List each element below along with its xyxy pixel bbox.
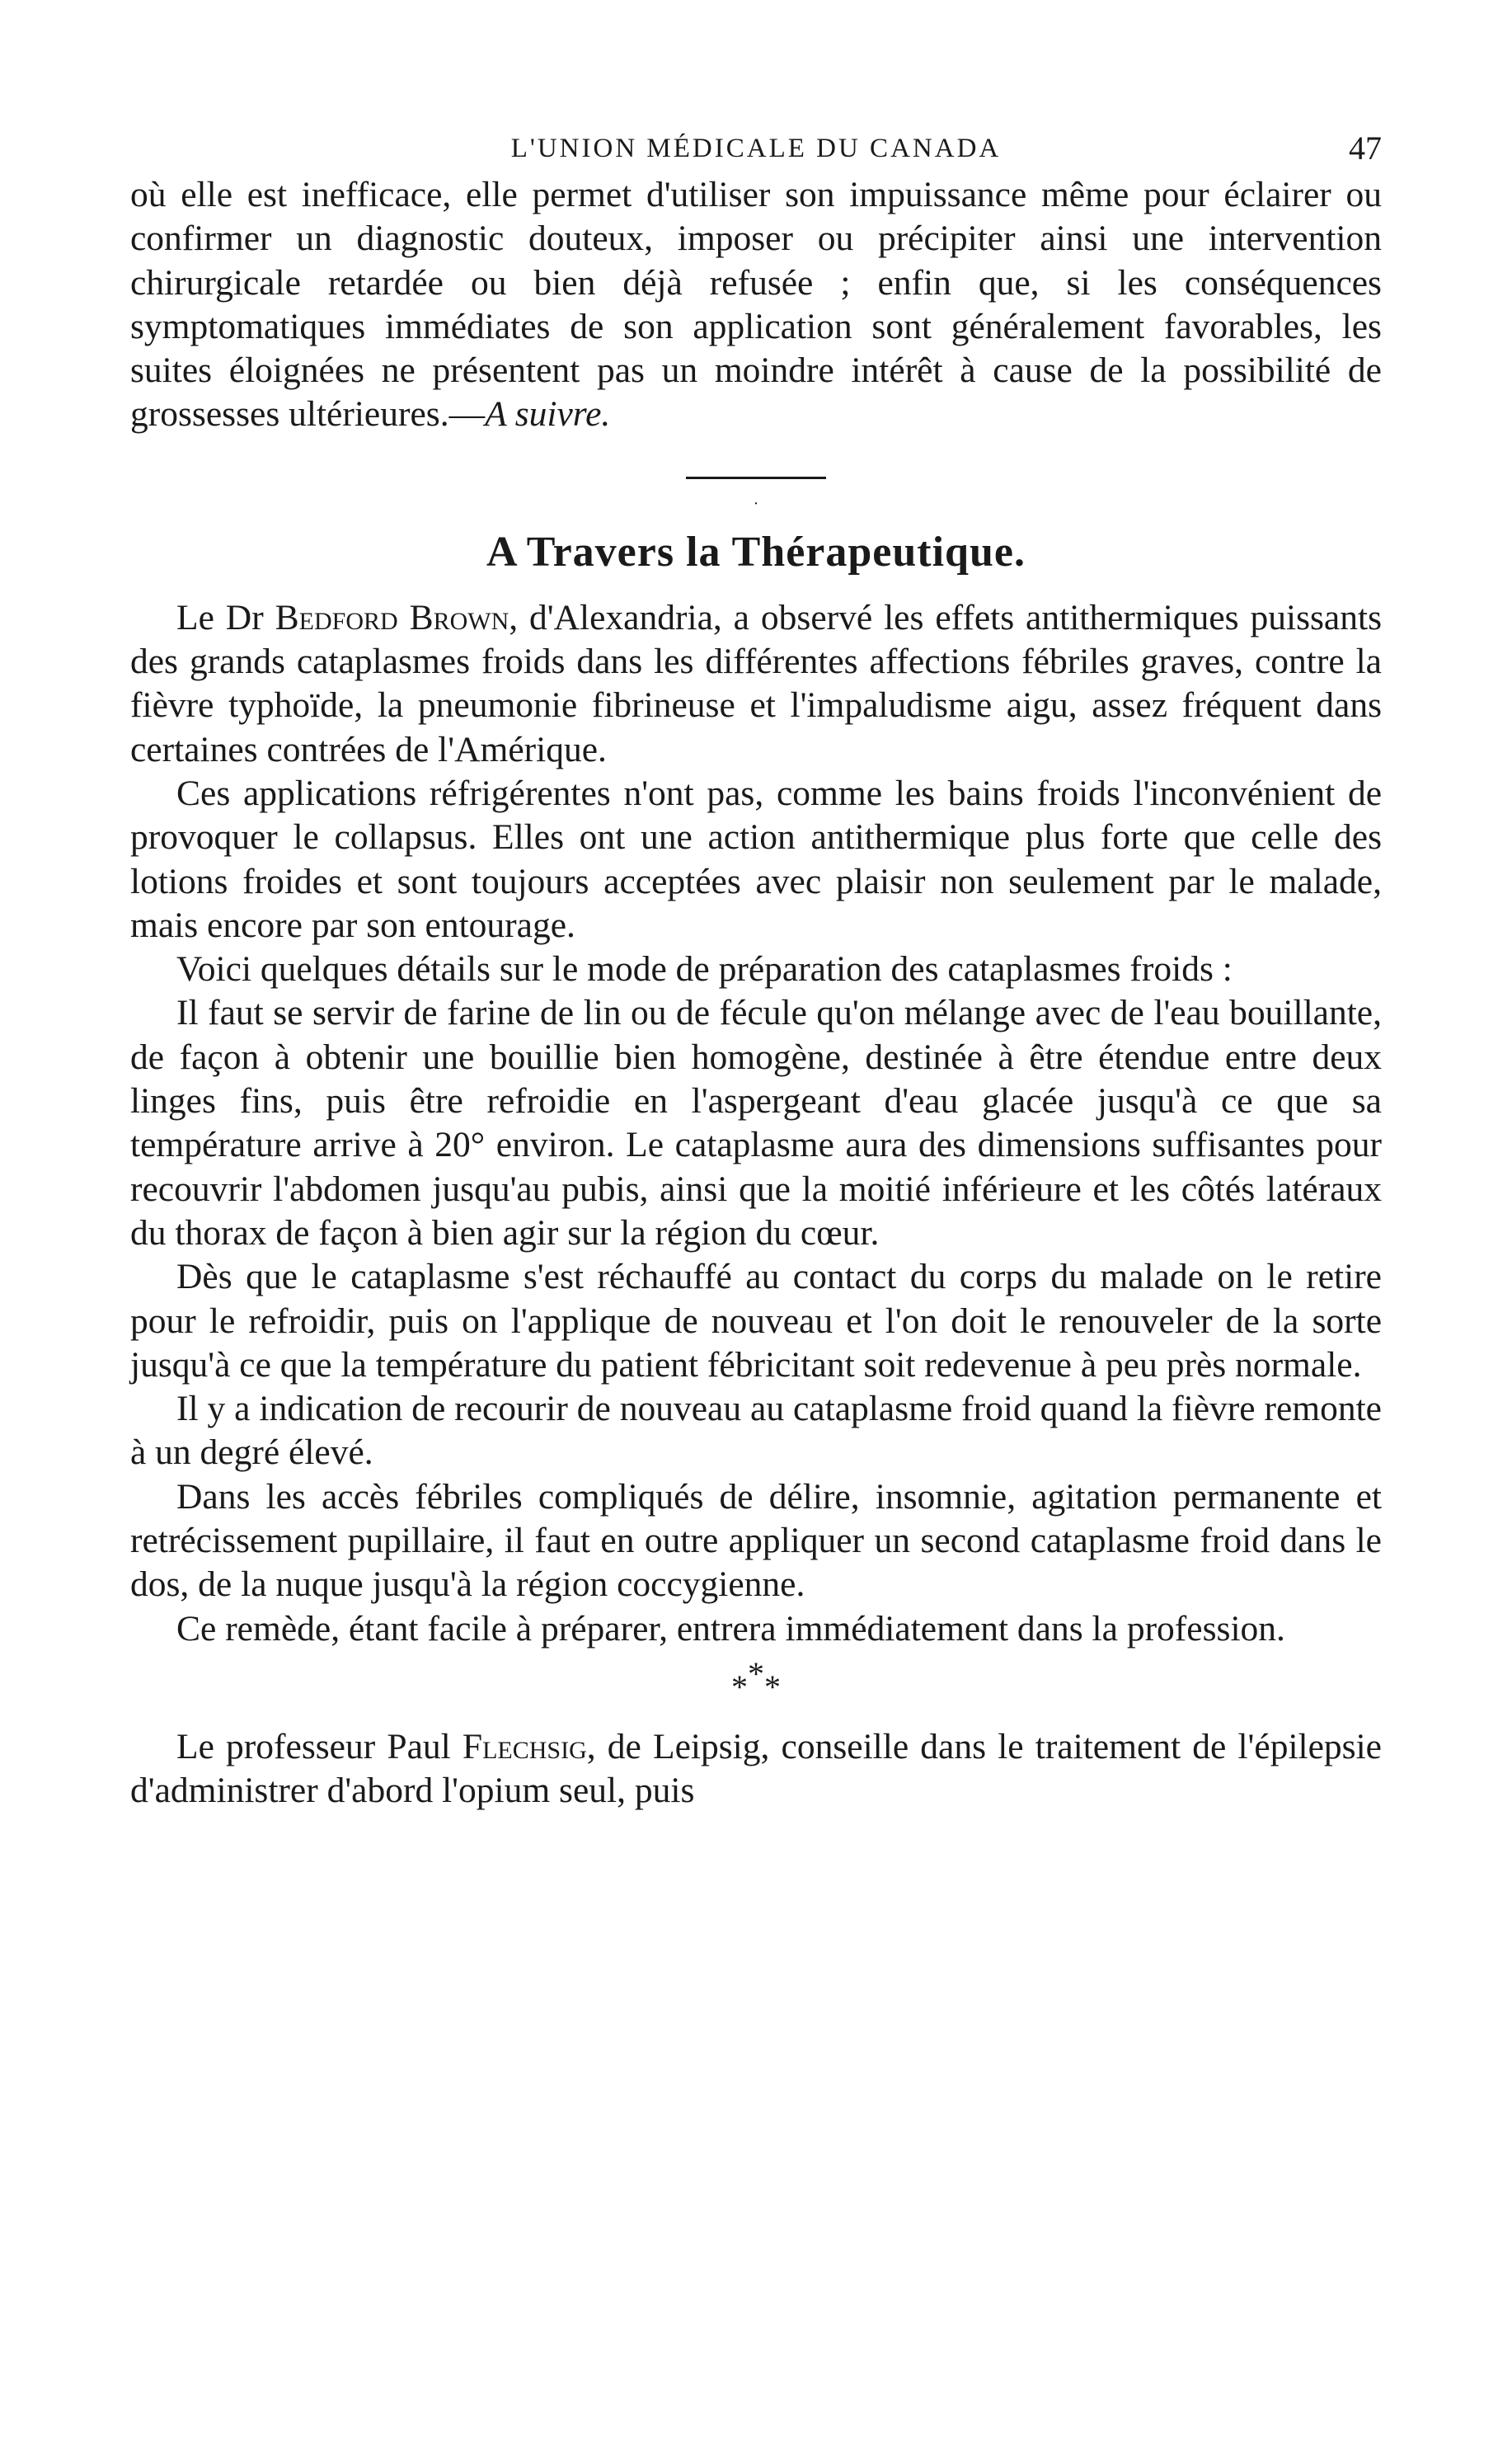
paragraph-4: Il faut se servir de farine de lin ou de fécule qu'on mélange avec de l'eau bouillante, de façon à obtenir une bouillie bien homogène, destinée à être étendue entre deux linges fins, puis être refroidie en l'aspergeant d'eau glacée jusqu'à ce que sa température arrive à 20° environ. Le cataplasme aura des dimensions suffisantes pour recouvrir l'abdomen jusqu'au pubis, ainsi que la moitié inférieure et les côtés latéraux du thorax de façon à bien agir sur la région du cœur. [130, 993, 1382, 1253]
section-title: A Travers la Thérapeutique. [486, 528, 1026, 576]
paragraph-1 [130, 596, 1382, 772]
a-suivre-note: A suivre. [485, 394, 611, 435]
asterism-star-top: * [748, 1654, 764, 1692]
final-paragraph [130, 1725, 1382, 1813]
continuation-paragraph [130, 173, 1382, 437]
running-header [130, 124, 1382, 173]
author-name-bedford-brown: Bedford Brown [275, 597, 509, 637]
paragraph-1-lead: Le Dr [176, 597, 275, 637]
author-name-flechsig: Flechsig [462, 1726, 587, 1766]
page [130, 124, 1382, 1813]
divider-dot: · [753, 494, 759, 513]
section-divider-rule [686, 477, 826, 479]
asterism-star-right: * [764, 1668, 781, 1705]
paragraph-5: Dès que le cataplasme s'est réchauffé au contact du corps du malade on le retire pour le refroidir, puis on l'applique de nouveau et l'on doit le renouveler de la sorte jusqu'à ce que la température du patient fébricitant soit redevenue à peu près normale. [130, 1257, 1382, 1385]
paragraph-2: Ces applications réfrigérentes n'ont pas, comme les bains froids l'inconvénient de provoquer le collapsus. Elles ont une action antithermique plus forte que celle des lotions froides et sont toujours acceptées avec plaisir non seulement par le malade, mais encore par son entourage. [130, 773, 1382, 945]
page-number: 47 [1349, 129, 1382, 167]
paragraph-3: Voici quelques détails sur le mode de préparation des cataplasmes froids : [176, 949, 1233, 990]
journal-title: L'UNION MÉDICALE DU CANADA [510, 134, 1002, 163]
paragraph-8: Ce remède, étant facile à préparer, entrera immédiatement dans la profession. [176, 1608, 1285, 1649]
final-paragraph-lead: Le professeur Paul [176, 1726, 463, 1766]
continuation-text: où elle est inefficace, elle permet d'utiliser son impuissance même pour éclairer ou confirmer un diagnostic douteux, imposer ou précipiter ainsi une intervention chirurgicale retardée ou bien déjà refusée ; enfin que, si les conséquences symptomatiques immédiates de son application sont généralement favorables, les suites éloignées ne présentent pas un moindre intérêt à cause de la possibilité de grossesses ultérieures.— [130, 175, 1382, 435]
article-body [130, 173, 1382, 1813]
final-paragraph-rest: , de Leipsig, conseille dans le traitement de l'épilepsie d'administrer d'abord l'opium seul, puis [130, 1726, 1382, 1811]
asterism-separator [130, 1654, 1382, 1707]
paragraph-7: Dans les accès fébriles compliqués de délire, insomnie, agitation permanente et retrécissement pupillaire, il faut en outre appliquer un second cataplasme froid dans le dos, de la nuque jusqu'à la région coccygienne. [130, 1476, 1382, 1605]
paragraph-6: Il y a indication de recourir de nouveau au cataplasme froid quand la fièvre remonte à un degré élevé. [130, 1389, 1382, 1473]
asterism-star-left: * [731, 1668, 748, 1705]
paragraph-1-rest: , d'Alexandria, a observé les effets antithermiques puissants des grands cataplasmes froids dans les différentes affections fébriles graves, contre la fièvre typhoïde, la pneumonie fibrineuse et l'impaludisme aigu, assez fréquent dans certaines contrées de l'Amérique. [130, 597, 1383, 769]
